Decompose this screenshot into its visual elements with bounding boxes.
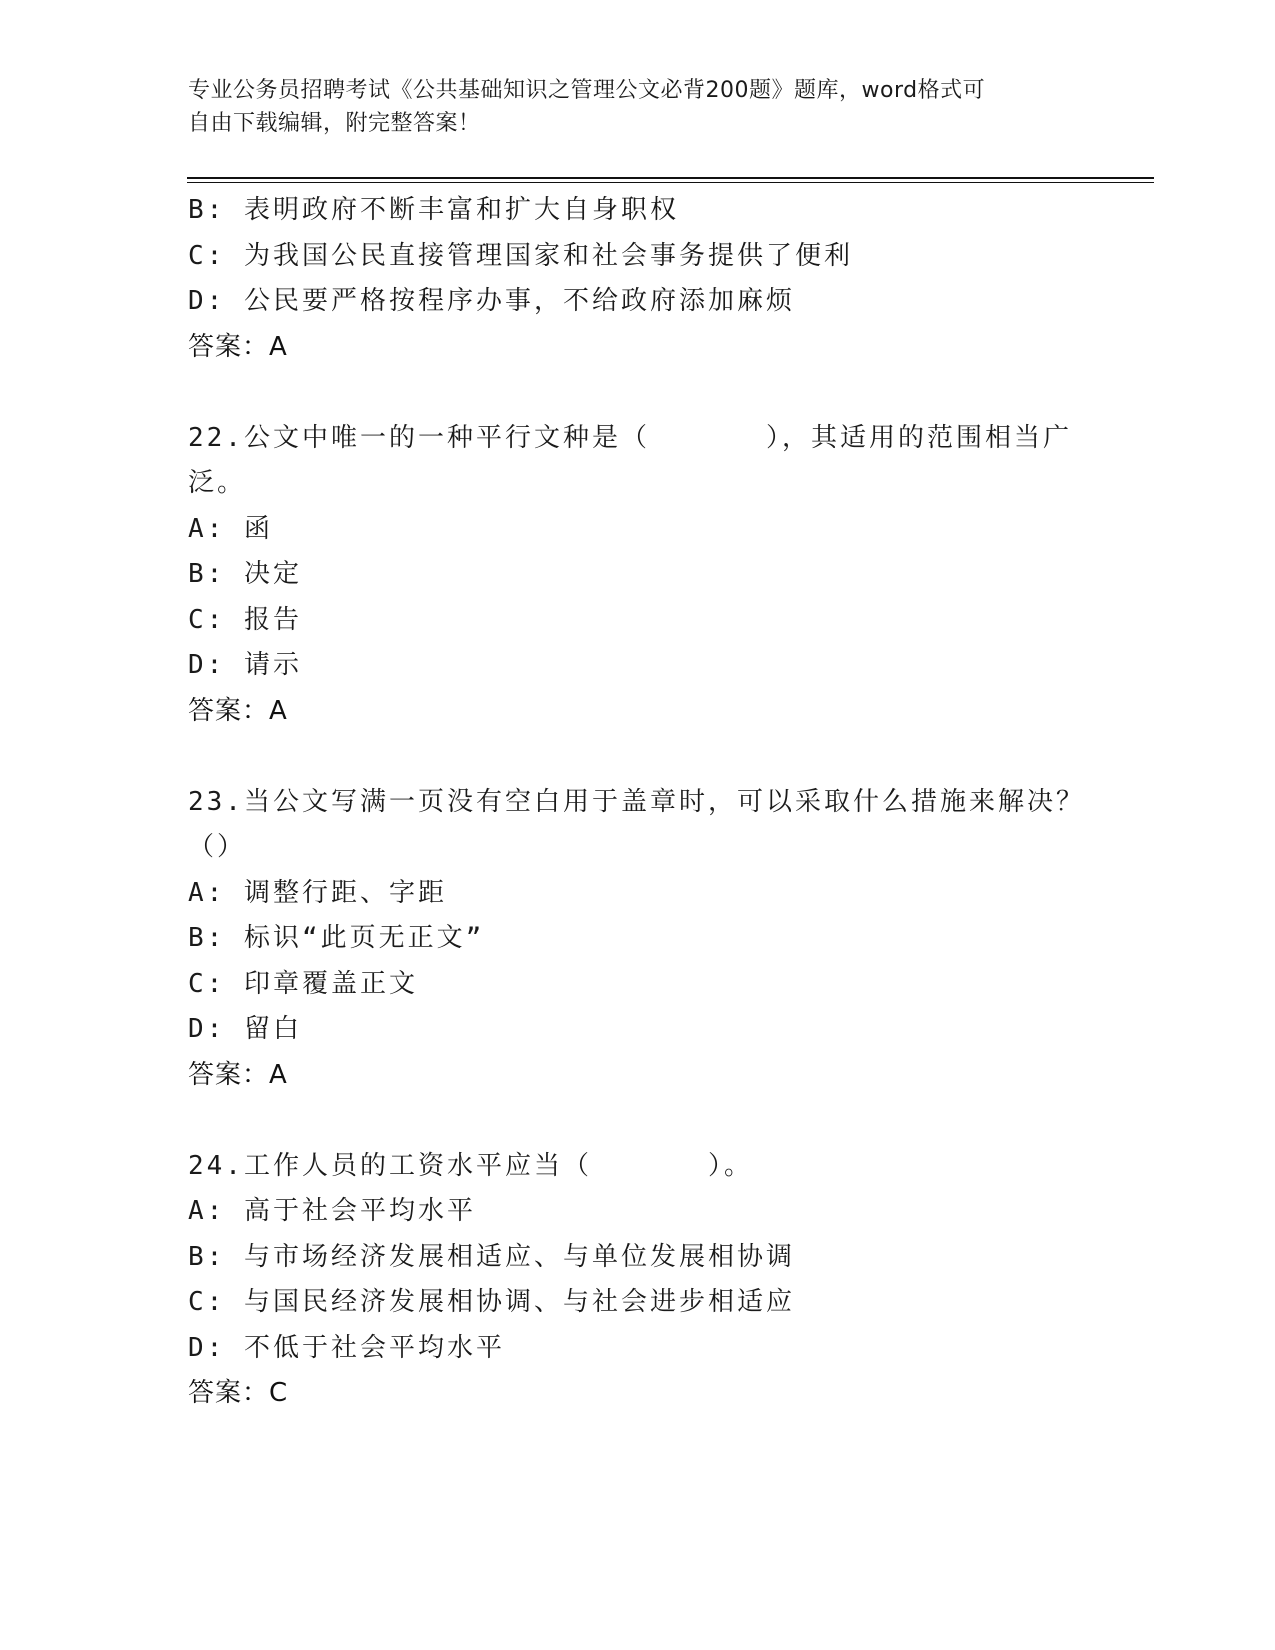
question-stem-continued: 泛。 <box>188 468 247 498</box>
option-c: C: 印章覆盖正文 <box>188 968 418 999</box>
header-line-2: 自由下载编辑，附完整答案！ <box>188 111 481 136</box>
option-c: C: 为我国公民直接管理国家和社会事务提供了便利 <box>188 240 853 271</box>
header-divider-thick <box>187 177 1154 179</box>
option-d: D: 请示 <box>188 650 302 680</box>
spacer <box>188 370 1088 416</box>
option-c: C: 与国民经济发展相协调、与社会进步相适应 <box>188 1287 795 1317</box>
option-b: B: 表明政府不断丰富和扩大自身职权 <box>188 195 679 225</box>
option-d: D: 不低于社会平均水平 <box>188 1332 505 1363</box>
option-a: A: 函 <box>188 513 273 544</box>
option-b: B: 与市场经济发展相适应、与单位发展相协调 <box>188 1241 795 1272</box>
header-line-1: 专业公务员招聘考试《公共基础知识之管理公文必背200题》题库，word格式可 <box>188 78 986 103</box>
option-a: A: 调整行距、字距 <box>188 877 447 908</box>
answer-line: 答案：A <box>188 1059 288 1090</box>
question-stem: 23.当公文写满一页没有空白用于盖章时，可以采取什么措施来解决？ <box>188 786 1085 817</box>
option-a: A: 高于社会平均水平 <box>188 1196 476 1226</box>
question-22 <box>188 416 1088 735</box>
document-header <box>188 74 1068 140</box>
option-b: B: 标识“此页无正文” <box>188 923 485 953</box>
option-c: C: 报告 <box>188 604 302 635</box>
question-stem: 24.工作人员的工资水平应当（ ）。 <box>188 1150 753 1181</box>
question-body <box>188 188 1088 1417</box>
question-21-continued <box>188 188 1088 370</box>
question-24 <box>188 1144 1088 1417</box>
option-d: D: 公民要严格按程序办事，不给政府添加麻烦 <box>188 286 795 316</box>
question-stem: 22.公文中唯一的一种平行文种是（ ），其适用的范围相当广 <box>188 422 1072 453</box>
spacer <box>188 734 1088 780</box>
answer-line: 答案：A <box>188 331 288 362</box>
header-divider-thin <box>187 182 1154 183</box>
option-b: B: 决定 <box>188 559 302 589</box>
answer-line: 答案：C <box>188 1378 289 1408</box>
spacer <box>188 1098 1088 1144</box>
answer-line: 答案：A <box>188 695 288 726</box>
question-stem-continued: （） <box>188 832 247 862</box>
option-d: D: 留白 <box>188 1014 302 1044</box>
question-23 <box>188 780 1088 1099</box>
